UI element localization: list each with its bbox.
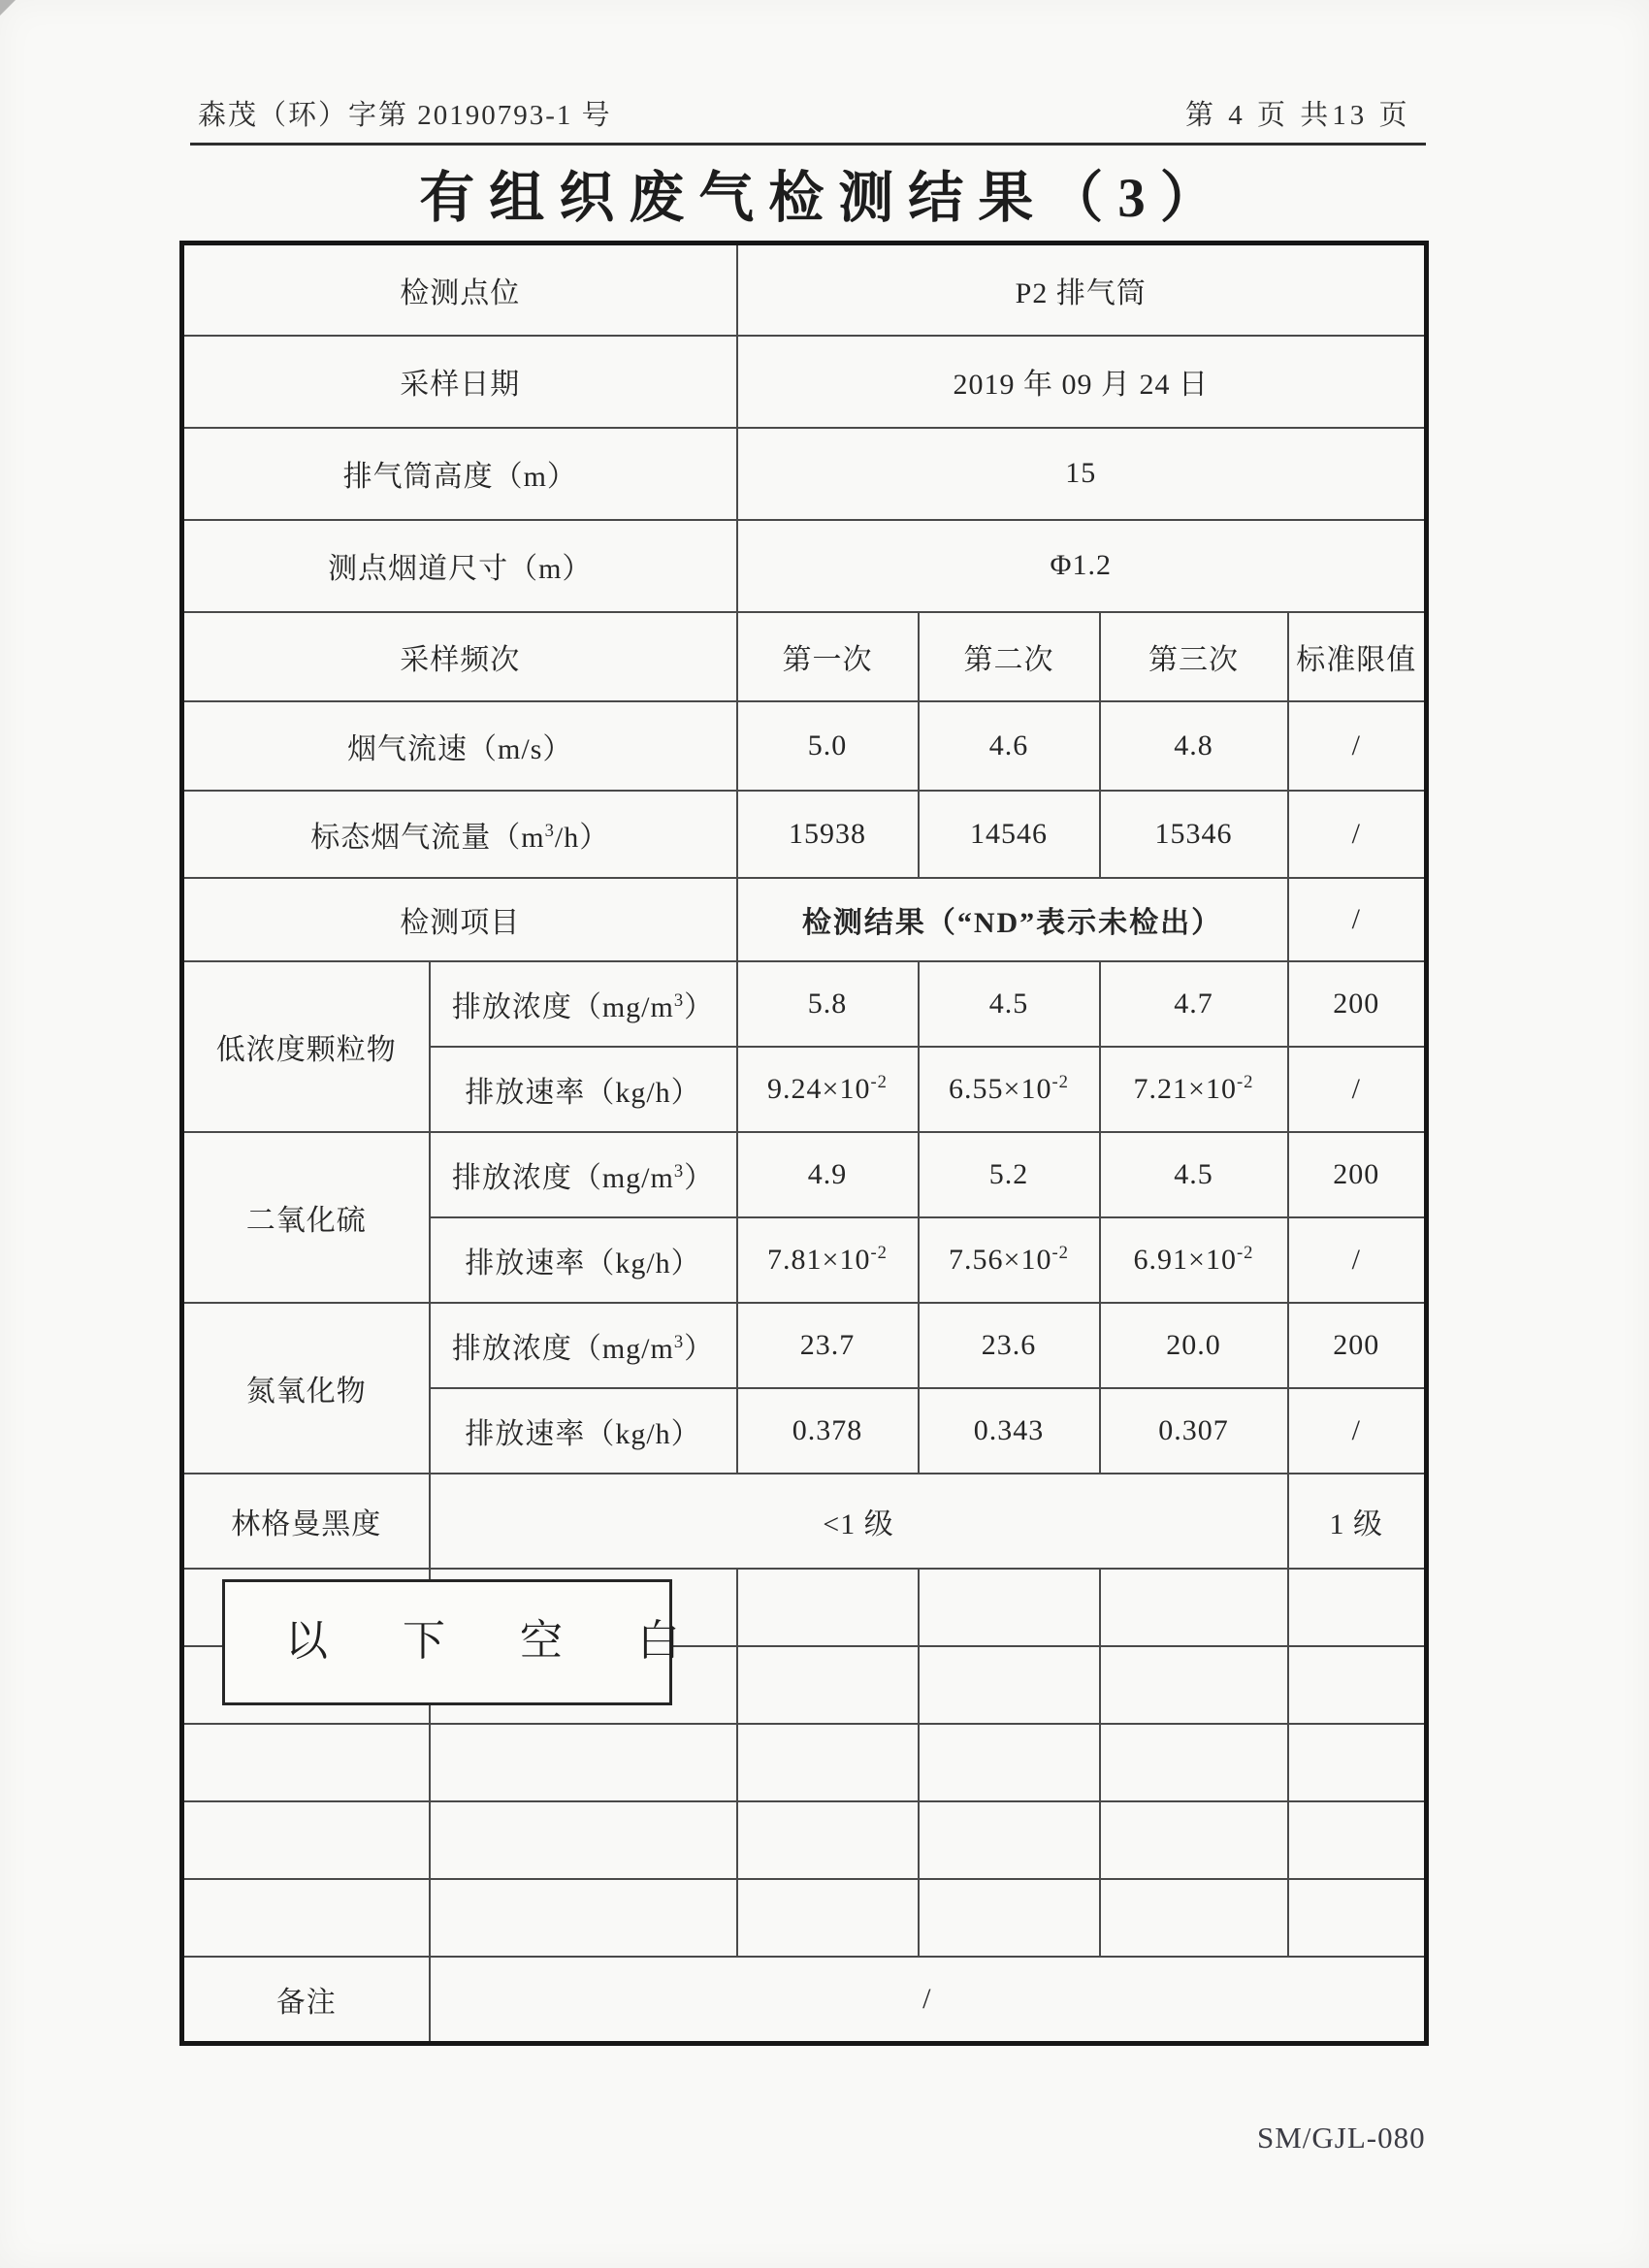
empty-cell — [1100, 1801, 1288, 1879]
empty-cell — [182, 1879, 430, 1957]
table-cell: 排放浓度$(mg/m^3)$ — [430, 1132, 737, 1217]
table-row — [182, 612, 1427, 701]
empty-cell — [737, 1569, 919, 1646]
table-row — [182, 428, 1427, 520]
empty-cell — [919, 1801, 1100, 1879]
table-cell: 排放浓度$(mg/m^3)$ — [430, 961, 737, 1047]
table-cell: 20.0 — [1100, 1303, 1288, 1388]
table-cell: 1 级 — [1288, 1474, 1427, 1569]
empty-cell — [737, 1801, 919, 1879]
table-cell: 200 — [1288, 1132, 1427, 1217]
table-cell: $7.81\times 10^{-2}$ — [737, 1217, 919, 1303]
table-cell: 检测点位 — [182, 243, 737, 336]
table-cell: 0.378 — [737, 1388, 919, 1474]
table-cell: $9.24\times 10^{-2}$ — [737, 1047, 919, 1132]
empty-cell — [737, 1724, 919, 1801]
empty-cell — [1100, 1879, 1288, 1957]
table-cell: 备注 — [182, 1957, 430, 2044]
table-row — [182, 791, 1427, 878]
table-cell: 5.2 — [919, 1132, 1100, 1217]
table-cell: 烟气流速（m/s） — [182, 701, 737, 791]
table-row — [182, 1801, 1427, 1879]
table-cell: 0.307 — [1100, 1388, 1288, 1474]
table-row — [182, 1303, 1427, 1388]
table-cell: 4.9 — [737, 1132, 919, 1217]
table-cell: 排放速率（kg/h） — [430, 1388, 737, 1474]
table-cell: / — [1288, 1388, 1427, 1474]
table-cell: 氮氧化物 — [182, 1303, 430, 1474]
table-cell: 15346 — [1100, 791, 1288, 878]
scan-corner-artifact — [0, 0, 16, 16]
table-cell: 4.8 — [1100, 701, 1288, 791]
table-cell: Φ1.2 — [737, 520, 1427, 612]
empty-cell — [737, 1646, 919, 1724]
table-cell: 第三次 — [1100, 612, 1288, 701]
table-cell: 23.6 — [919, 1303, 1100, 1388]
table-row — [182, 1879, 1427, 1957]
table-cell: 林格曼黑度 — [182, 1474, 430, 1569]
empty-cell — [430, 1879, 737, 1957]
table-cell: 5.8 — [737, 961, 919, 1047]
table-cell: 14546 — [919, 791, 1100, 878]
table-cell: 4.7 — [1100, 961, 1288, 1047]
table-cell: 15938 — [737, 791, 919, 878]
table-row — [182, 1474, 1427, 1569]
table-body — [182, 243, 1427, 2044]
table-cell: 排放速率（kg/h） — [430, 1047, 737, 1132]
empty-cell — [1100, 1724, 1288, 1801]
table-cell: 低浓度颗粒物 — [182, 961, 430, 1132]
table-cell: 2019 年 09 月 24 日 — [737, 336, 1427, 428]
header-doc-number: 森茂（环）字第 20190793-1 号 — [198, 100, 612, 131]
table-cell: 二氧化硫 — [182, 1132, 430, 1303]
results-table — [179, 241, 1429, 2046]
empty-cell — [1288, 1646, 1427, 1724]
page-title: 有组织废气检测结果（3） — [419, 168, 1230, 229]
table-cell: 200 — [1288, 1303, 1427, 1388]
table-row — [182, 961, 1427, 1047]
table-cell: <1 级 — [430, 1474, 1288, 1569]
empty-cell — [182, 1801, 430, 1879]
table-cell: 5.0 — [737, 701, 919, 791]
empty-cell — [737, 1879, 919, 1957]
table-row — [182, 1957, 1427, 2044]
empty-cell — [430, 1724, 737, 1801]
table-cell: 标态烟气流量$(m^3/h)$ — [182, 791, 737, 878]
header-page-number: 第 4 页 共13 页 — [1185, 100, 1411, 131]
table-cell: 标准限值 — [1288, 612, 1427, 701]
table-cell: 第二次 — [919, 612, 1100, 701]
empty-cell — [1100, 1569, 1288, 1646]
table-cell: 4.5 — [919, 961, 1100, 1047]
table-row — [182, 336, 1427, 428]
table-cell: / — [1288, 1047, 1427, 1132]
table-cell: P2 排气筒 — [737, 243, 1427, 336]
table-cell: / — [430, 1957, 1427, 2044]
table-cell: / — [1288, 791, 1427, 878]
table-cell: 采样日期 — [182, 336, 737, 428]
table-row — [182, 1132, 1427, 1217]
table-row — [182, 243, 1427, 336]
table-cell: 4.6 — [919, 701, 1100, 791]
table-cell: 15 — [737, 428, 1427, 520]
table-cell: 检测项目 — [182, 878, 737, 961]
below-blank-box — [222, 1579, 712, 1705]
table-cell: 0.343 — [919, 1388, 1100, 1474]
table-cell: $7.56\times 10^{-2}$ — [919, 1217, 1100, 1303]
table-cell: / — [1288, 878, 1427, 961]
table-cell: 排气筒高度（m） — [182, 428, 737, 520]
table-cell: 测点烟道尺寸（m） — [182, 520, 737, 612]
empty-cell — [919, 1879, 1100, 1957]
table-row — [182, 701, 1427, 791]
empty-cell — [1288, 1879, 1427, 1957]
empty-cell — [919, 1724, 1100, 1801]
empty-cell — [182, 1724, 430, 1801]
empty-cell — [1288, 1569, 1427, 1646]
table-cell: 第一次 — [737, 612, 919, 701]
table-cell: $7.21\times 10^{-2}$ — [1100, 1047, 1288, 1132]
below-blank-label: 以 下 空 白 — [285, 1617, 712, 1665]
table-cell: 采样频次 — [182, 612, 737, 701]
table-cell: $6.55\times 10^{-2}$ — [919, 1047, 1100, 1132]
table-cell: 检测结果（“ND”表示未检出） — [737, 878, 1288, 961]
table-row — [182, 878, 1427, 961]
table-cell: 200 — [1288, 961, 1427, 1047]
empty-cell — [1288, 1801, 1427, 1879]
table-cell: 23.7 — [737, 1303, 919, 1388]
empty-cell — [919, 1569, 1100, 1646]
table-row — [182, 520, 1427, 612]
table-cell: / — [1288, 701, 1427, 791]
header-divider — [190, 143, 1426, 146]
form-number: SM/GJL-080 — [1257, 2121, 1426, 2155]
table-cell: 排放速率（kg/h） — [430, 1217, 737, 1303]
empty-cell — [1100, 1646, 1288, 1724]
table-row — [182, 1724, 1427, 1801]
empty-cell — [1288, 1724, 1427, 1801]
empty-cell — [919, 1646, 1100, 1724]
table-cell: / — [1288, 1217, 1427, 1303]
table-cell: $6.91\times 10^{-2}$ — [1100, 1217, 1288, 1303]
empty-cell — [430, 1801, 737, 1879]
table-cell: 4.5 — [1100, 1132, 1288, 1217]
table-cell: 排放浓度$(mg/m^3)$ — [430, 1303, 737, 1388]
